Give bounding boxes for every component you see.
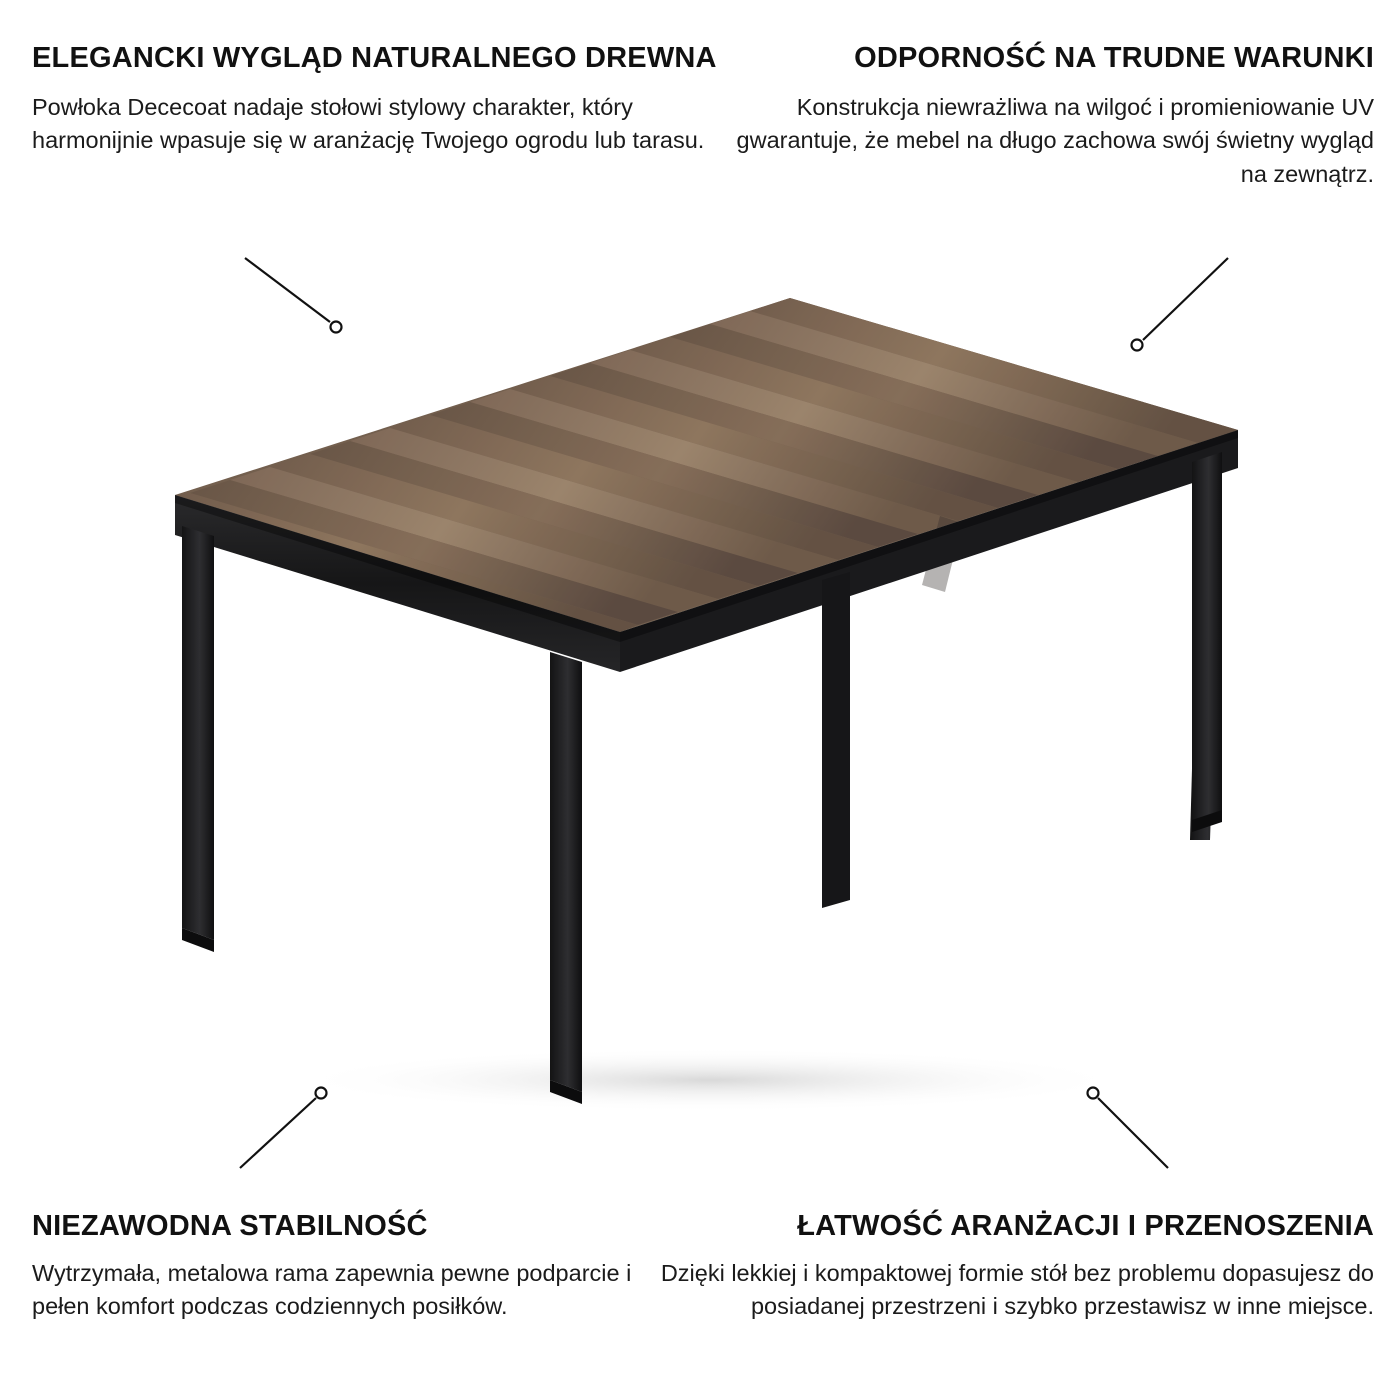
table-leg-middle (822, 572, 850, 908)
feature-title: NIEZAWODNA STABILNOŚĆ (32, 1210, 428, 1242)
table-leg-front-center (550, 652, 582, 1104)
table-leg-back-right-front (1192, 452, 1222, 832)
feature-title: ELEGANCKI WYGLĄD NATURALNEGO DREWNA (32, 42, 717, 74)
feature-block-latwosc (634, 1208, 1374, 1324)
feature-body: Powłoka Dececoat nadaje stołowi stylowy charakter, który harmonijnie wpasuje się w aranżację Twojego ogrodu lub tarasu. (32, 94, 705, 154)
feature-block-elegancki-wyglad (32, 40, 732, 158)
table-leg-front-left (182, 526, 214, 952)
feature-title: ŁATWOŚĆ ARANŻACJI I PRZENOSZENIA (797, 1210, 1374, 1242)
product-image (150, 280, 1260, 1110)
feature-body: Dzięki lekkiej i kompaktowej formie stół bez problemu dopasujesz do posiadanej przestrzeni i szybko przestawisz w inne miejsce. (660, 1260, 1374, 1320)
feature-block-odpornosc (714, 40, 1374, 191)
feature-body: Wytrzymała, metalowa rama zapewnia pewne podparcie i pełen komfort podczas codziennych posiłków. (32, 1260, 632, 1320)
feature-title: ODPORNOŚĆ NA TRUDNE WARUNKI (854, 42, 1374, 74)
feature-body: Konstrukcja niewrażliwa na wilgoć i promieniowanie UV gwarantuje, że mebel na długo zachowa swój świetny wygląd na zewnątrz. (736, 94, 1374, 187)
feature-block-stabilnosc (32, 1208, 652, 1324)
